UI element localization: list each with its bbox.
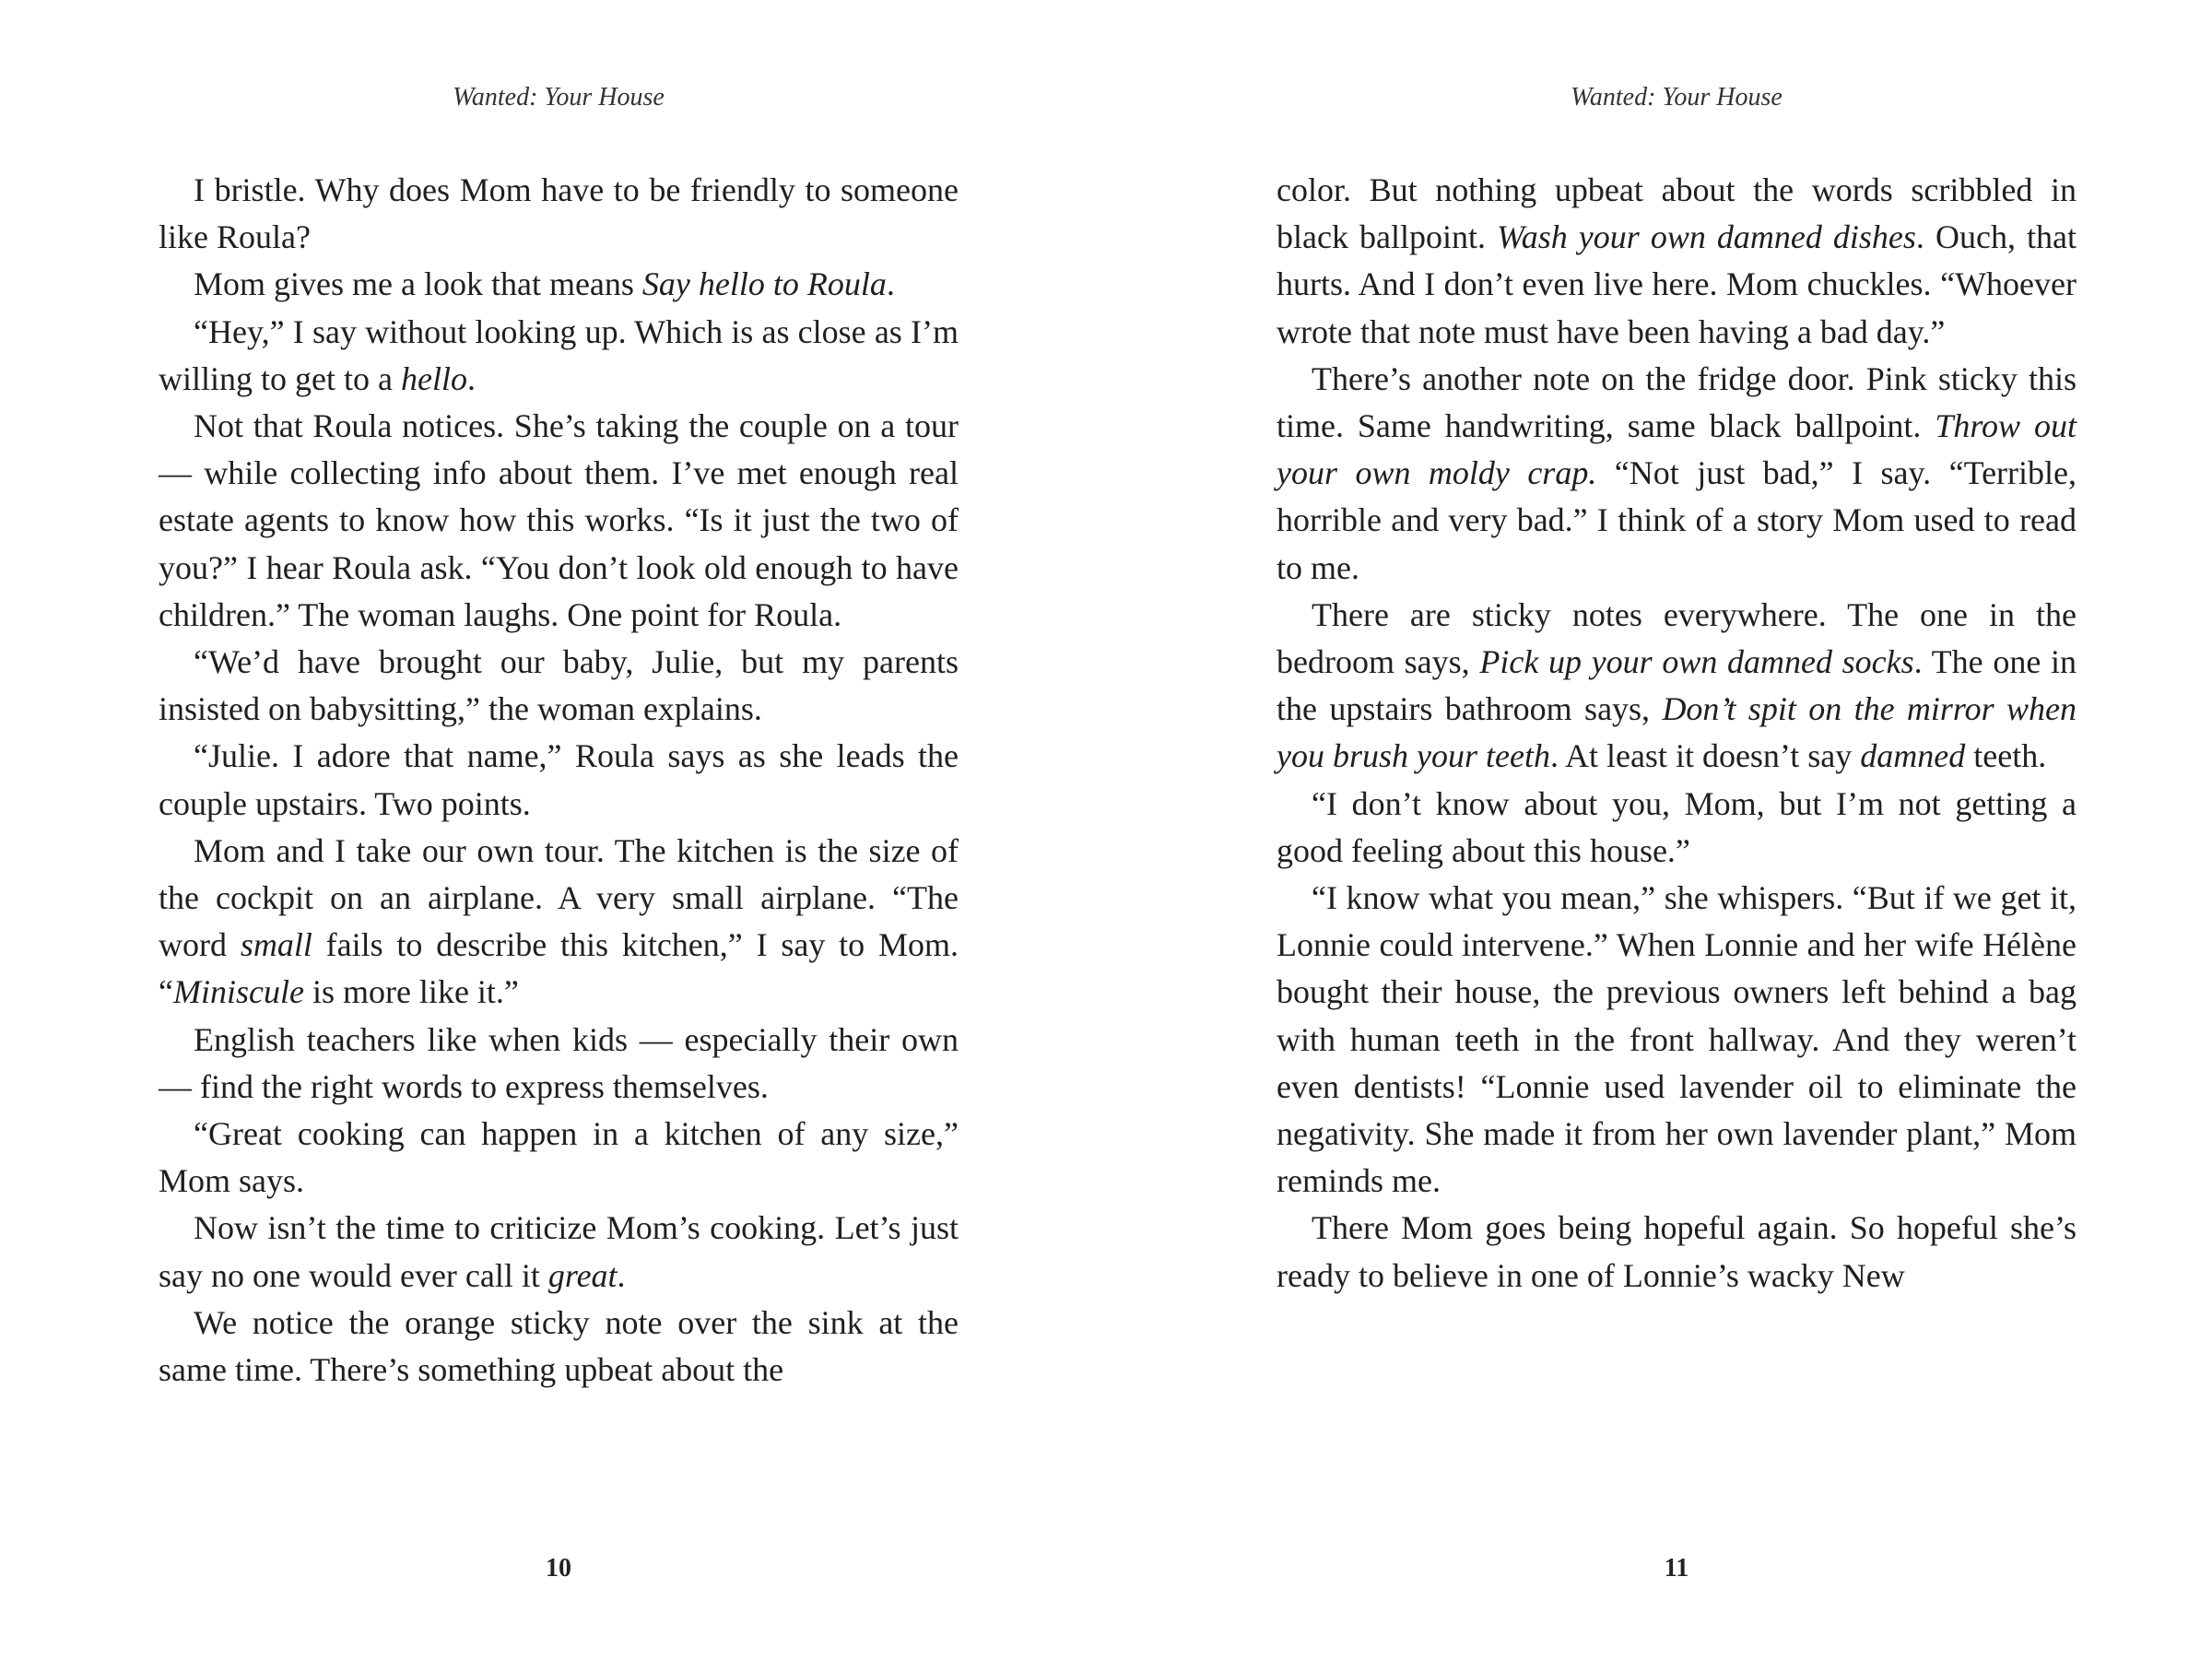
italic-text: Pick up your own damned socks	[1479, 643, 1914, 681]
text: color. But nothing upbeat about the words scribbled in black ballpoint.	[1277, 171, 2077, 256]
text: I bristle. Why does Mom have to be friendly to someone like Roula?	[159, 171, 959, 256]
paragraph	[1277, 592, 2077, 781]
paragraph	[1277, 875, 2077, 1205]
text: Not that Roula notices. She’s taking the couple on a tour — while collecting info about them. I’ve met enough real estate agents to know how this works. “Is it just the two of you?” I hear Roula ask. “You don’t look old enough to have children.” The woman laughs. One point for Roula.	[159, 407, 959, 633]
text: . At least it doesn’t say	[1549, 737, 1861, 775]
left-page	[159, 0, 959, 1659]
paragraph	[159, 733, 959, 827]
paragraph	[159, 309, 959, 403]
paragraph	[1277, 356, 2077, 592]
body-text	[159, 167, 959, 1394]
paragraph	[159, 1111, 959, 1205]
text: fails to describe this kitchen,” I say to Mom. “	[159, 926, 959, 1011]
text: “Julie. I adore that name,” Roula says as she leads the couple upstairs. Two points.	[159, 737, 959, 822]
paragraph	[159, 828, 959, 1017]
paragraph	[1277, 1205, 2077, 1299]
italic-text: hello	[400, 359, 467, 397]
paragraph	[159, 1017, 959, 1111]
text: “We’d have brought our baby, Julie, but my parents insisted on babysitting,” the woman explains.	[159, 643, 959, 728]
running-head: Wanted: Your House	[1571, 83, 1783, 112]
text: “I know what you mean,” she whispers. “But if we get it, Lonnie could intervene.” When Lonnie and her wife Hélène bought their house, the previous owners left behind a bag with human teeth in the front hallway. And they weren’t even dentists! “Lonnie used lavender oil to eliminate the negativity. She made it from her own lavender plant,” Mom reminds me.	[1277, 879, 2077, 1200]
italic-text: damned	[1860, 737, 1966, 775]
paragraph	[159, 167, 959, 261]
italic-text: Throw out your own moldy crap.	[1277, 407, 2077, 492]
text: There’s another note on the fridge door. Pink sticky this time. Same handwriting, same black ballpoint.	[1277, 359, 2077, 445]
text: There Mom goes being hopeful again. So hopeful she’s ready to believe in one of Lonnie’s wacky New	[1277, 1209, 2077, 1294]
text: teeth.	[1965, 737, 2047, 775]
text: Mom gives me a look that means	[194, 265, 642, 303]
text: .	[886, 265, 895, 303]
italic-text: Wash your own damned dishes	[1497, 218, 1916, 256]
paragraph	[159, 1300, 959, 1394]
paragraph	[1277, 167, 2077, 356]
italic-text: Don’t spit on the mirror when you brush your teeth	[1277, 690, 2077, 775]
text: . Ouch, that hurts. And I don’t even live here. Mom chuckles. “Whoever wrote that note must have been having a bad day.”	[1277, 218, 2077, 350]
text: .	[466, 359, 476, 397]
paragraph	[159, 261, 959, 308]
text: Mom and I take our own tour. The kitchen is the size of the cockpit on an airplane. A very small airplane. “The word	[159, 831, 959, 964]
italic-text: great	[547, 1256, 618, 1294]
text: There are sticky notes everywhere. The one in the bedroom says,	[1277, 595, 2077, 681]
paragraph	[159, 639, 959, 733]
page-number: 11	[1664, 1554, 1689, 1583]
italic-text: small	[240, 926, 312, 964]
running-head: Wanted: Your House	[453, 83, 665, 112]
text: “I don’t know about you, Mom, but I’m not getting a good feeling about this house.”	[1277, 784, 2077, 869]
text: “Hey,” I say without looking up. Which is as close as I’m willing to get to a	[159, 312, 959, 397]
text: Now isn’t the time to criticize Mom’s cooking. Let’s just say no one would ever call it	[159, 1209, 959, 1294]
italic-text: Say hello to Roula	[641, 265, 887, 303]
paragraph	[159, 1205, 959, 1299]
paragraph	[1277, 781, 2077, 875]
right-page	[1277, 0, 2077, 1659]
text: . The one in the upstairs bathroom says,	[1277, 643, 2077, 728]
text: is more like it.”	[303, 973, 519, 1011]
paragraph	[159, 403, 959, 639]
text: English teachers like when kids — especially their own — find the right words to express themselves.	[159, 1020, 959, 1105]
text: “Great cooking can happen in a kitchen of any size,” Mom says.	[159, 1115, 959, 1200]
body-text	[1277, 167, 2077, 1300]
italic-text: Miniscule	[172, 973, 304, 1011]
text: We notice the orange sticky note over the sink at the same time. There’s something upbeat about the	[159, 1303, 959, 1389]
page-number: 10	[546, 1554, 571, 1583]
text: .	[617, 1256, 626, 1294]
text: “Not just bad,” I say. “Terrible, horrible and very bad.” I think of a story Mom used to read to me.	[1277, 454, 2077, 586]
